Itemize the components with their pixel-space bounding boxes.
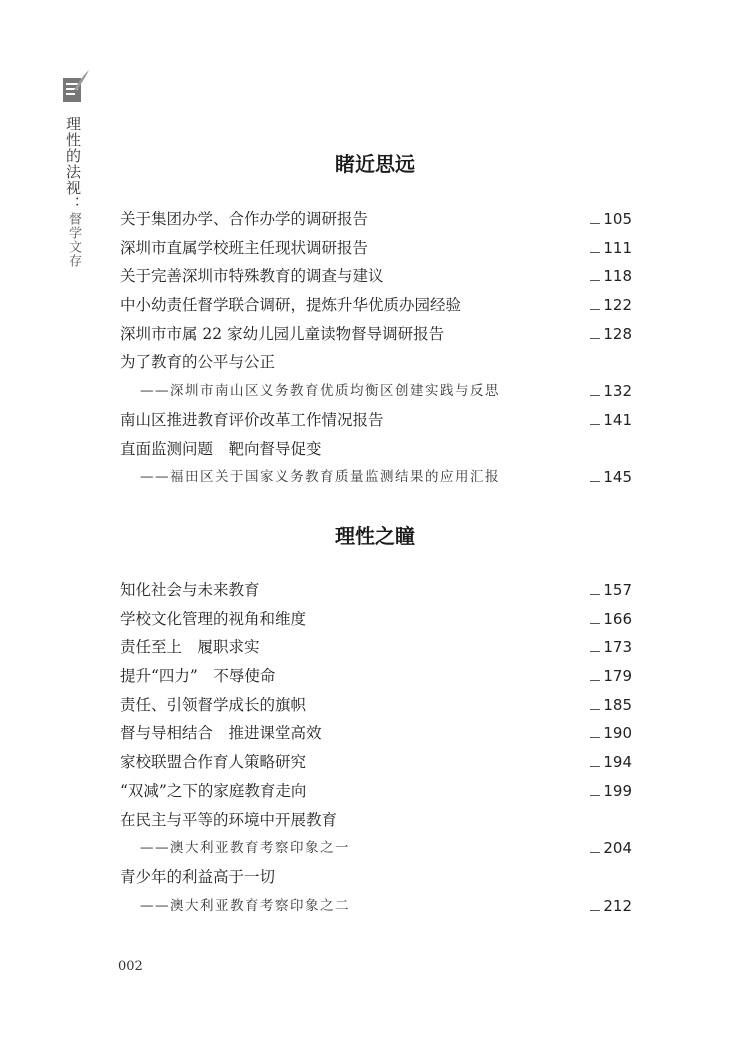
page-number: 185 bbox=[603, 695, 632, 714]
section-heading-2: 理性之瞳 bbox=[335, 524, 415, 548]
entry-title: 中小幼责任督学联合调研，提炼升华优质办园经验 bbox=[120, 296, 462, 315]
book-title-sub: 督学文存 bbox=[66, 212, 81, 268]
entry-subtitle: ——澳大利亚教育考察印象之一 bbox=[140, 840, 350, 857]
page-number: 105 bbox=[603, 210, 632, 228]
page-number: 179 bbox=[603, 667, 632, 686]
entry-title: 深圳市市属 22 家幼儿园儿童读物督导调研报告 bbox=[120, 324, 445, 343]
toc-entry[interactable] bbox=[120, 777, 632, 806]
page-number: 128 bbox=[603, 324, 632, 343]
entry-subtitle: ——澳大利亚教育考察印象之二 bbox=[140, 897, 350, 914]
toc-entry[interactable] bbox=[120, 576, 632, 605]
entry-subtitle: ——福田区关于国家义务教育质量监测结果的应用汇报 bbox=[140, 469, 500, 486]
toc-entry[interactable] bbox=[120, 662, 632, 691]
page-number: 199 bbox=[603, 781, 632, 800]
toc-entry[interactable] bbox=[120, 806, 632, 835]
entry-title: 家校联盟合作育人策略研究 bbox=[120, 753, 307, 772]
quill-paper-icon bbox=[60, 68, 90, 108]
page-number: 111 bbox=[603, 238, 632, 257]
entry-title: 学校文化管理的视角和维度 bbox=[120, 609, 307, 628]
entry-title: “双减”之下的家庭教育走向 bbox=[120, 781, 307, 800]
toc-entry-subtitle[interactable] bbox=[120, 834, 632, 863]
toc-entry[interactable] bbox=[120, 435, 632, 464]
toc-entry[interactable] bbox=[120, 748, 632, 777]
page-number: 190 bbox=[603, 724, 632, 743]
page-number: 194 bbox=[603, 753, 632, 772]
toc-entry[interactable] bbox=[120, 234, 632, 263]
toc-entry[interactable] bbox=[120, 691, 632, 720]
toc-entry-subtitle[interactable] bbox=[120, 892, 632, 921]
toc-list-1 bbox=[120, 205, 632, 492]
page-number: 204 bbox=[603, 839, 632, 858]
entry-title: 青少年的利益高于一切 bbox=[120, 867, 276, 886]
entry-title: 南山区推进教育评价改革工作情况报告 bbox=[120, 410, 384, 429]
toc-entry[interactable] bbox=[120, 406, 632, 435]
page-number: 157 bbox=[603, 581, 632, 599]
entry-title: 关于集团办学、合作办学的调研报告 bbox=[120, 210, 369, 228]
book-title-main: 理性的法视： bbox=[64, 116, 82, 212]
page-number: 145 bbox=[603, 468, 632, 487]
toc-entry[interactable] bbox=[120, 719, 632, 748]
page-number: 166 bbox=[603, 609, 632, 628]
toc-entry[interactable] bbox=[120, 605, 632, 634]
toc-entry[interactable] bbox=[120, 205, 632, 234]
entry-subtitle: ——深圳市南山区义务教育优质均衡区创建实践与反思 bbox=[140, 383, 500, 400]
entry-title: 责任至上 履职求实 bbox=[120, 638, 260, 657]
toc-entry[interactable] bbox=[120, 320, 632, 349]
toc-entry[interactable] bbox=[120, 348, 632, 377]
page-number: 173 bbox=[603, 638, 632, 657]
page-number: 141 bbox=[603, 410, 632, 429]
toc-list-2 bbox=[120, 576, 632, 920]
page-number: 132 bbox=[603, 382, 632, 401]
toc-entry-subtitle[interactable] bbox=[120, 463, 632, 492]
entry-title: 关于完善深圳市特殊教育的调查与建议 bbox=[120, 267, 384, 286]
page-number: 122 bbox=[603, 296, 632, 315]
entry-title: 提升“四力” 不辱使命 bbox=[120, 667, 276, 686]
toc-entry-subtitle[interactable] bbox=[120, 377, 632, 406]
toc-entry[interactable] bbox=[120, 633, 632, 662]
page-number: 118 bbox=[603, 267, 632, 286]
page-folio: 002 bbox=[118, 959, 143, 974]
entry-title: 知化社会与未来教育 bbox=[120, 581, 260, 599]
entry-title: 直面监测问题 靶向督导促变 bbox=[120, 439, 322, 458]
entry-title: 在民主与平等的环境中开展教育 bbox=[120, 810, 338, 829]
page-number: 212 bbox=[603, 896, 632, 915]
toc-entry[interactable] bbox=[120, 863, 632, 892]
toc-entry[interactable] bbox=[120, 262, 632, 291]
toc-entry[interactable] bbox=[120, 291, 632, 320]
section-heading-1: 睹近思远 bbox=[335, 152, 415, 176]
entry-title: 为了教育的公平与公正 bbox=[120, 353, 276, 372]
entry-title: 督与导相结合 推进课堂高效 bbox=[120, 724, 322, 743]
entry-title: 责任、引领督学成长的旗帜 bbox=[120, 695, 307, 714]
entry-title: 深圳市直属学校班主任现状调研报告 bbox=[120, 238, 369, 257]
book-title-vertical bbox=[60, 116, 84, 268]
